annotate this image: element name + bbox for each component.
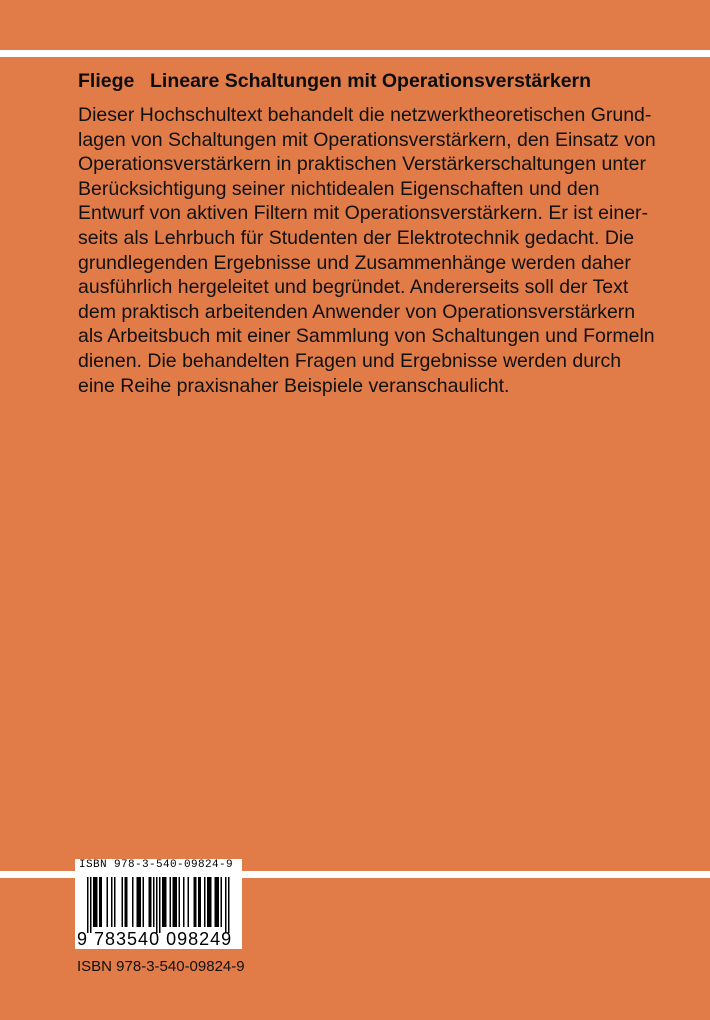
barcode-bar	[164, 877, 166, 927]
barcode-bar	[156, 877, 158, 933]
barcode-bar	[107, 877, 109, 927]
barcode-bar	[221, 877, 223, 927]
barcode-bar	[101, 877, 103, 927]
barcode-bar	[209, 877, 211, 927]
blurb-line: grundlegenden Ergebnisse und Zusammenhänge werden daher	[78, 251, 631, 274]
barcode-bar	[93, 877, 95, 927]
top-white-stripe	[0, 50, 710, 57]
blurb-line: dem praktisch arbeitenden Anwender von Operationsverstärkern	[78, 300, 636, 323]
barcode-bar	[99, 877, 101, 927]
isbn-text: ISBN 978-3-540-09824-9	[77, 958, 245, 975]
barcode-bar	[132, 877, 134, 927]
barcode-bar	[200, 877, 202, 927]
barcode-bar	[159, 877, 161, 933]
barcode-bar	[150, 877, 152, 927]
barcode-bar	[149, 877, 151, 927]
barcode-bar	[174, 877, 176, 927]
barcode-bar	[225, 877, 227, 933]
blurb-text	[78, 103, 656, 398]
barcode-bar	[165, 877, 167, 927]
barcode-bar	[153, 877, 155, 927]
barcode-bar	[170, 877, 172, 927]
blurb-line: Dieser Hochschultext behandelt die netzwerktheoretischen Grund-	[78, 104, 652, 126]
barcode-bar	[96, 877, 98, 927]
barcode-bar	[218, 877, 220, 927]
barcode-bar	[215, 877, 217, 927]
blurb-line: als Arbeitsbuch mit einer Sammlung von Schaltungen und Formeln	[78, 325, 655, 348]
barcode-bar	[90, 877, 92, 933]
blurb-line: Entwurf von aktiven Filtern mit Operationsverstärkern. Er ist einer-	[78, 202, 649, 225]
barcode-bar	[138, 877, 140, 927]
barcode	[75, 859, 242, 949]
barcode-bar	[173, 877, 175, 927]
barcode-isbn-label: ISBN 978-3-540-09824-9	[79, 859, 234, 871]
blurb-line: dienen. Die behandelten Fragen und Ergebnisse werden durch	[78, 349, 622, 372]
barcode-bar	[111, 877, 113, 927]
barcode-bar	[207, 877, 209, 927]
barcode-bar	[195, 877, 197, 927]
barcode-bar	[210, 877, 212, 927]
barcode-bar	[176, 877, 178, 927]
barcode-bar	[183, 877, 185, 927]
blurb-line: ausführlich hergeleitet und begründet. Andererseits soll der Text	[78, 276, 629, 299]
barcode-bar	[194, 877, 196, 927]
blurb-line: seits als Lehrbuch für Studenten der Elektrotechnik gedacht. Die	[78, 226, 635, 249]
author-name: Fliege	[78, 70, 135, 92]
barcode-bar	[126, 877, 128, 927]
blurb-line: lagen von Schaltungen mit Operationsverstärkern, den Einsatz von	[78, 128, 656, 151]
barcode-bar	[198, 877, 200, 927]
barcode-bar	[216, 877, 218, 927]
book-title: Lineare Schaltungen mit Operationsverstärkern	[150, 70, 592, 92]
barcode-bar	[143, 877, 145, 927]
blurb-line: eine Reihe praxisnaher Beispiele veranschaulicht.	[78, 374, 510, 397]
barcode-bar	[87, 877, 89, 933]
barcode-bar	[122, 877, 124, 927]
barcode-digits: 9 783540 098249	[77, 929, 233, 949]
blurb-line: Berücksichtigung seiner nichtidealen Eigenschaften und den	[78, 177, 600, 200]
barcode-bars-icon	[75, 877, 242, 933]
barcode-bar	[125, 877, 127, 927]
barcode-bar	[204, 877, 206, 927]
barcode-bar	[162, 877, 164, 927]
barcode-bar	[140, 877, 142, 927]
title-row	[78, 70, 678, 98]
barcode-bar	[228, 877, 230, 933]
barcode-bar	[95, 877, 97, 927]
barcode-bar	[188, 877, 190, 927]
barcode-bar	[137, 877, 139, 927]
barcode-bar	[114, 877, 116, 927]
blurb-line: Operationsverstärkern in praktischen Verstärkerschaltungen unter	[78, 153, 646, 176]
barcode-bar	[179, 877, 181, 927]
